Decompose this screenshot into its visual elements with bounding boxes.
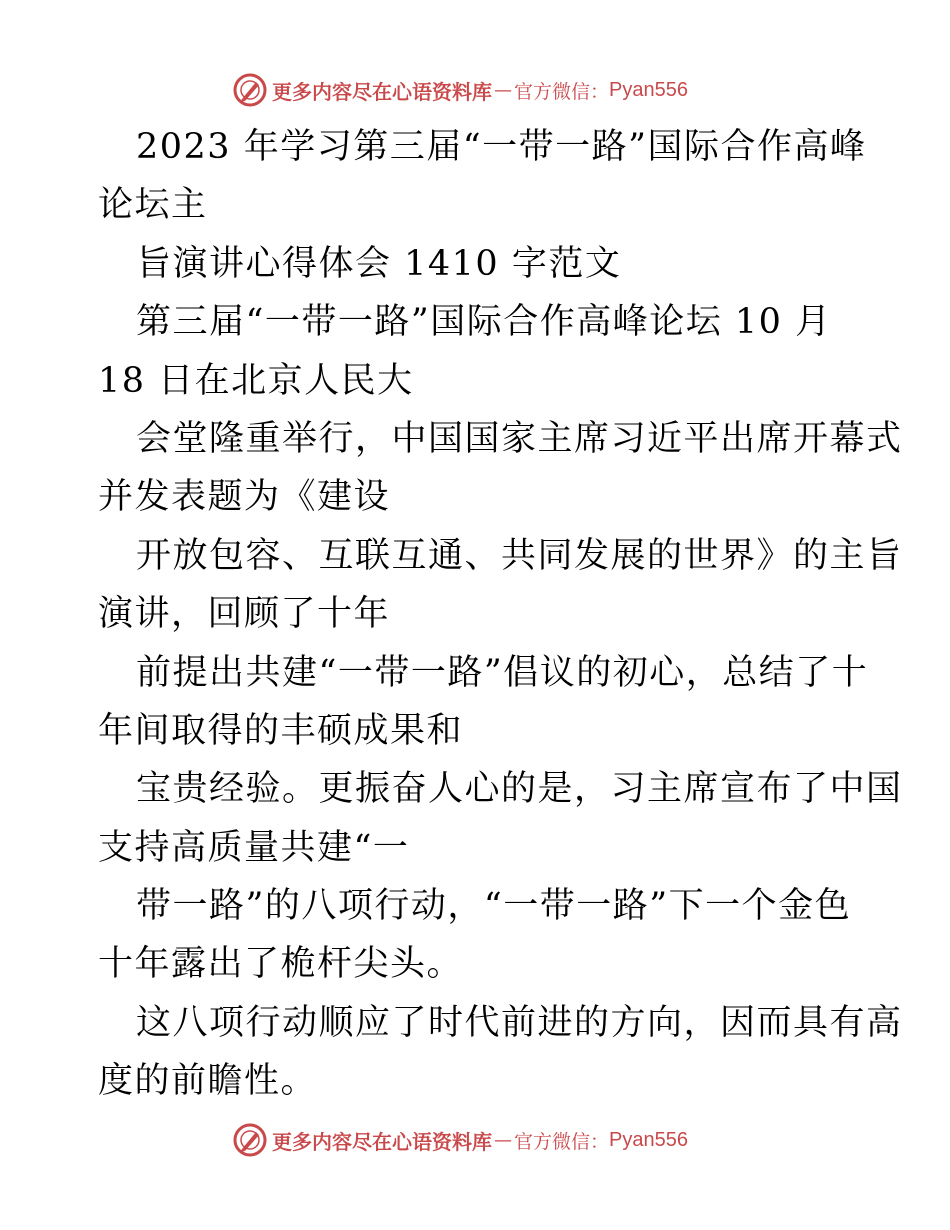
body-line: 18 日在北京人民大 <box>98 360 414 401</box>
footer-banner <box>232 1120 712 1160</box>
banner-dash: — <box>494 1129 512 1151</box>
body-line: 十年露出了桅杆尖头。 <box>98 944 464 985</box>
body-line: 演讲，回顾了十年 <box>98 594 391 635</box>
header-banner <box>232 70 712 110</box>
banner-slogan: 更多内容尽在心语资料库 <box>272 1129 492 1154</box>
banner-dash: — <box>494 79 512 101</box>
body-line: 带一路”的八项行动，“一带一路”下一个金色 <box>136 886 852 927</box>
body-line: 论坛主 <box>98 185 208 226</box>
banner-wechat-id: Pyan556 <box>609 1128 688 1151</box>
body-line: 开放包容、互联互通、共同发展的世界》的主旨 <box>136 535 903 576</box>
body-line: 旨演讲心得体会 1410 字范文 <box>136 243 622 284</box>
body-line: 度的前瞻性。 <box>98 1061 318 1102</box>
body-line: 并发表题为《建设 <box>98 477 391 518</box>
pen-logo-icon <box>232 1122 268 1158</box>
pen-logo-icon <box>232 72 268 108</box>
banner-wechat-id: Pyan556 <box>609 78 688 101</box>
body-line: 宝贵经验。更振奋人心的是，习主席宣布了中国 <box>136 769 903 810</box>
banner-wechat-label: 官方微信： <box>514 1130 610 1153</box>
document-body <box>98 118 903 1111</box>
body-line: 这八项行动顺应了时代前进的方向，因而具有高 <box>136 1002 903 1043</box>
body-line: 2023 年学习第三届“一带一路”国际合作高峰 <box>136 127 867 167</box>
body-line: 支持高质量共建“一 <box>98 827 410 868</box>
banner-wechat-label: 官方微信： <box>514 80 610 103</box>
banner-slogan: 更多内容尽在心语资料库 <box>272 79 492 104</box>
body-line: 年间取得的丰硕成果和 <box>98 710 464 751</box>
body-line: 会堂隆重举行，中国国家主席习近平出席开幕式 <box>136 418 903 459</box>
body-line: 前提出共建“一带一路”倡议的初心，总结了十 <box>136 652 869 693</box>
body-line: 第三届“一带一路”国际合作高峰论坛 10 月 <box>136 302 832 343</box>
